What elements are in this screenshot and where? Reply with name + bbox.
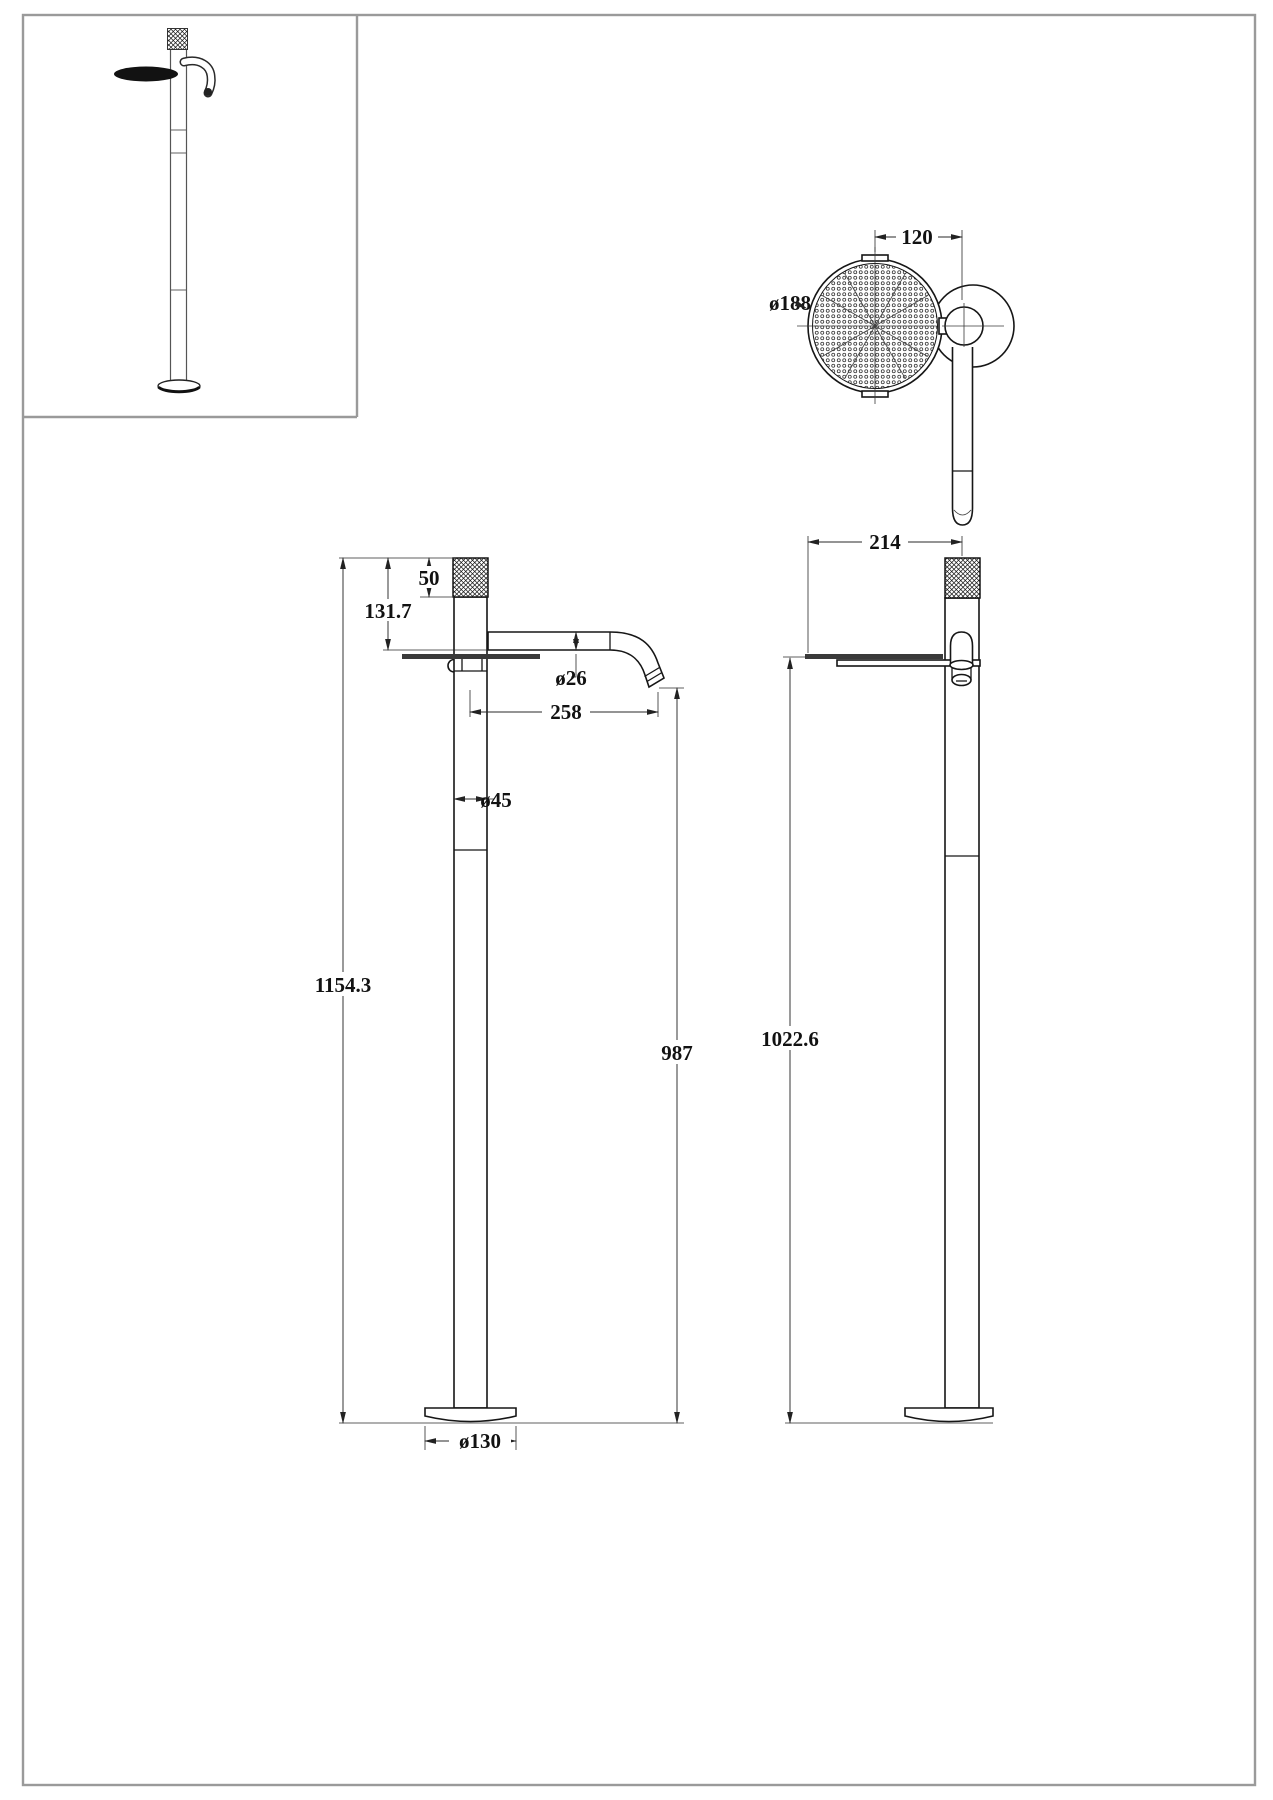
page-border	[23, 15, 1255, 1785]
column-side	[945, 598, 979, 1408]
plate-side	[805, 654, 943, 659]
knurled-handle-side	[945, 558, 980, 598]
front-view	[309, 558, 705, 1453]
plate-front	[402, 654, 540, 659]
dim-label-130: ø130	[459, 1429, 501, 1453]
inset-pole	[171, 48, 187, 383]
handshower-holder-ring	[950, 661, 973, 670]
column-front	[454, 597, 487, 1408]
dim-label-1154-3: 1154.3	[314, 973, 372, 997]
handshower-outlet	[952, 675, 971, 686]
dim-label-131-7: 131.7	[364, 599, 412, 623]
handshower-top-outline	[953, 347, 973, 525]
top-view	[769, 224, 1014, 525]
inset-spout-tip	[204, 88, 212, 96]
base-flange-side	[905, 1408, 993, 1422]
dim-label-258: 258	[550, 700, 582, 724]
dim-label-120: 120	[901, 225, 933, 249]
base-flange-front	[425, 1408, 516, 1422]
handshower-body-side	[951, 632, 973, 664]
side-view	[755, 530, 993, 1423]
inset-soap-plate	[114, 67, 178, 82]
dim-label-987: 987	[661, 1041, 693, 1065]
inset-perspective-view	[114, 29, 212, 393]
dim-label-214: 214	[869, 530, 901, 554]
dim-label-50: 50	[418, 566, 440, 590]
dim-label-188: ø188	[769, 291, 811, 315]
inset-knurled-handle	[168, 29, 188, 50]
dim-label-1022-6: 1022.6	[761, 1027, 819, 1051]
handshower-tip-front	[448, 660, 454, 673]
dim-label-26: ø26	[555, 666, 587, 690]
knurled-handle-front	[453, 558, 488, 597]
dim-label-45: ø45	[480, 788, 512, 812]
